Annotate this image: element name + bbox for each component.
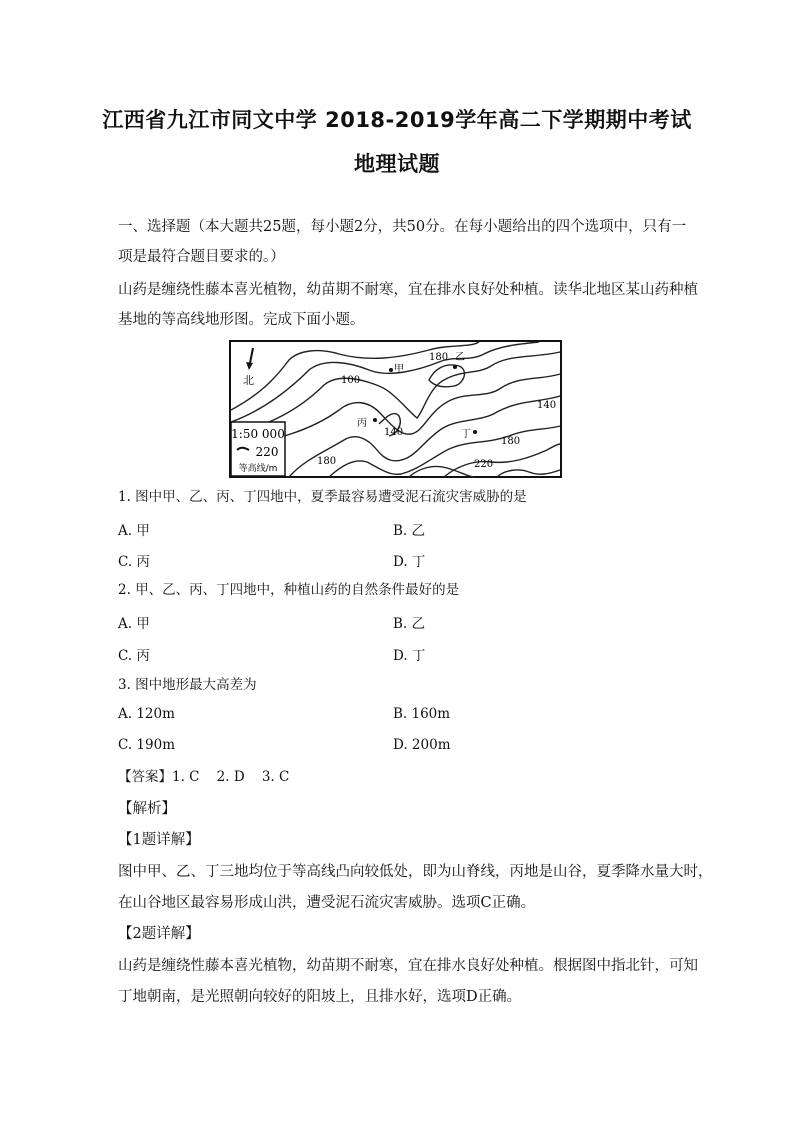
subject-title: 地理试题 (354, 152, 440, 176)
q1-detail-line-1: 图中甲、乙、丁三地均位于等高线凸向较低处，即为山脊线，丙地是山谷，夏季降水量大时， (118, 864, 713, 880)
question-2-option-b: B. 乙 (393, 616, 426, 632)
q1-detail-heading: 【1题详解】 (118, 832, 200, 848)
q1-detail-line-2: 在山谷地区最容易形成山洪，遭受泥石流灾害威胁。选项C正确。 (118, 895, 536, 911)
analysis-heading: 【解析】 (118, 801, 176, 817)
question-3-stem: 3. 图中地形最大高差为 (118, 677, 257, 693)
passage-line-2: 基地的等高线地形图。完成下面小题。 (118, 312, 365, 328)
north-label: 北 (243, 374, 254, 387)
contour-label-180-bottom: 180 (317, 456, 337, 467)
contour-label-140-right: 140 (537, 400, 557, 411)
question-3-option-c: C. 190m (118, 737, 175, 753)
passage-line-1: 山药是缠绕性藤本喜光植物，幼苗期不耐寒，宜在排水良好处种植。读华北地区某山药种植 (118, 282, 698, 298)
q2-detail-line-2: 丁地朝南，是光照朝向较好的阳坡上，且排水好，选项D正确。 (118, 989, 522, 1005)
q2-detail-heading: 【2题详解】 (118, 926, 200, 942)
contour-label-140-mid: 140 (384, 427, 404, 438)
place-ding: 丁 (461, 429, 471, 440)
place-bing: 丙 (357, 418, 367, 429)
exam-title: 江西省九江市同文中学 2018-2019学年高二下学期期中考试 (102, 108, 692, 132)
question-3-option-a: A. 120m (118, 706, 175, 722)
question-2-option-c: C. 丙 (118, 648, 150, 664)
question-2-stem: 2. 甲、乙、丙、丁四地中，种植山药的自然条件最好的是 (118, 582, 460, 598)
contour-label-100: 100 (341, 375, 361, 386)
place-yi: 乙 (455, 352, 465, 363)
contour-label-220: 220 (474, 459, 494, 470)
legend-value: 220 (255, 445, 279, 459)
question-2-option-a: A. 甲 (118, 616, 150, 632)
question-1-option-d: D. 丁 (393, 554, 426, 570)
contour-label-180-right: 180 (501, 436, 521, 447)
section-intro-line-2: 项是最符合题目要求的。） (118, 249, 285, 265)
question-1-stem: 1. 图中甲、乙、丙、丁四地中，夏季最容易遭受泥石流灾害威胁的是 (118, 489, 527, 505)
legend-label: 等高线/m (238, 464, 278, 474)
place-marker-jia (389, 368, 393, 372)
answer-line: 【答案】1. C 2. D 3. C (118, 769, 290, 785)
question-1-option-b: B. 乙 (393, 523, 426, 539)
place-marker-bing (373, 418, 377, 422)
contour-label-180-top: 180 (429, 352, 449, 363)
place-marker-ding (473, 430, 477, 434)
question-2-option-d: D. 丁 (393, 648, 426, 664)
question-3-option-b: B. 160m (393, 706, 451, 722)
question-1-option-c: C. 丙 (118, 554, 150, 570)
place-marker-yi (453, 365, 457, 369)
q2-detail-line-1: 山药是缠绕性藤本喜光植物，幼苗期不耐寒，宜在排水良好处种植。根据图中指北针，可知 (118, 958, 698, 974)
map-scale: 1:50 000 (231, 427, 285, 441)
section-intro-line-1: 一、选择题（本大题共25题，每小题2分，共50分。在每小题给出的四个选项中，只有一 (118, 219, 687, 235)
contour-map (229, 340, 562, 478)
question-1-option-a: A. 甲 (118, 523, 150, 539)
place-jia: 甲 (394, 364, 404, 375)
question-3-option-d: D. 200m (393, 737, 451, 753)
